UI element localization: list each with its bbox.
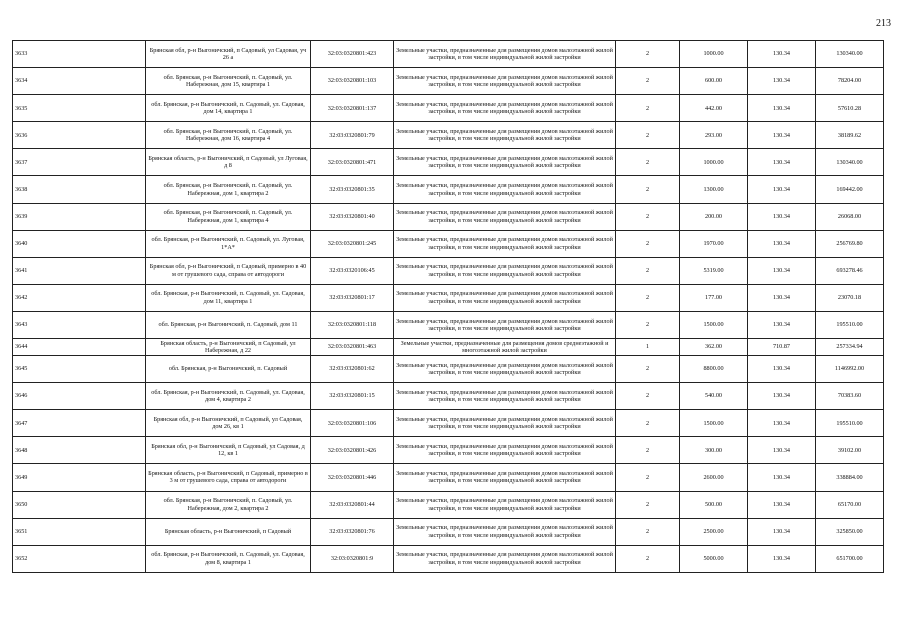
- land-use-description-cell: Земельные участки, предназначенные для размещения домов малоэтажной жилой застройки, в том числе индивидуальной жилой застройки: [394, 68, 616, 95]
- cadastral-number-cell: 32:03:0320801:76: [311, 518, 394, 545]
- cadastral-value-cell: 1146992.00: [816, 356, 884, 383]
- row-number: 3650: [13, 491, 146, 518]
- area-cell: 177.00: [680, 284, 748, 311]
- area-cell: 1000.00: [680, 149, 748, 176]
- table-body: [13, 41, 884, 573]
- group-code-cell: 2: [616, 41, 680, 68]
- land-use-description-cell: Земельные участки, предназначенные для размещения домов малоэтажной жилой застройки, в том числе индивидуальной жилой застройки: [394, 95, 616, 122]
- cadastral-value-cell: 651700.00: [816, 545, 884, 572]
- table-row: [13, 518, 884, 545]
- specific-value-cell: 130.34: [748, 518, 816, 545]
- cadastral-number-cell: 32:03:0320801:9: [311, 545, 394, 572]
- table-row: [13, 257, 884, 284]
- address-cell: обл. Брянская, р-н Выгоничский, п. Садовый, ул. Луговая, 1*А*: [146, 230, 311, 257]
- row-number: 3643: [13, 311, 146, 338]
- area-cell: 500.00: [680, 491, 748, 518]
- group-code-cell: 2: [616, 176, 680, 203]
- specific-value-cell: 130.34: [748, 122, 816, 149]
- group-code-cell: 2: [616, 464, 680, 491]
- table-row: [13, 203, 884, 230]
- cadastral-number-cell: 32:03:0320801:35: [311, 176, 394, 203]
- area-cell: 540.00: [680, 383, 748, 410]
- address-cell: обл. Брянская, р-н Выгоничский, п. Садовый, ул. Садовая, дом 4, квартира 2: [146, 383, 311, 410]
- address-cell: обл. Брянская, р-н Выгоничский, п. Садовый, ул. Набережная, дом 15, квартира 1: [146, 68, 311, 95]
- address-cell: обл. Брянская, р-н Выгоничский, п. Садовый: [146, 356, 311, 383]
- land-use-description-cell: Земельные участки, предназначенные для размещения домов малоэтажной жилой застройки, в том числе индивидуальной жилой застройки: [394, 176, 616, 203]
- cadastral-number-cell: 32:03:0320801:446: [311, 464, 394, 491]
- cadastral-value-cell: 338884.00: [816, 464, 884, 491]
- table-row: [13, 383, 884, 410]
- cadastral-value-cell: 693278.46: [816, 257, 884, 284]
- cadastral-number-cell: 32:03:0320801:245: [311, 230, 394, 257]
- specific-value-cell: 130.34: [748, 545, 816, 572]
- address-cell: Брянская обл, р-н Выгоничский, п Садовый, примерно в 40 м от грушевого сада, справа от автодороги: [146, 257, 311, 284]
- address-cell: обл. Брянская, р-н Выгоничский, п. Садовый, ул. Садовая, дом 11, квартира 1: [146, 284, 311, 311]
- table-row: [13, 95, 884, 122]
- area-cell: 5000.00: [680, 545, 748, 572]
- table-row: [13, 149, 884, 176]
- cadastral-value-cell: 130340.00: [816, 41, 884, 68]
- address-cell: Брянская обл, р-н Выгоничский, п Садовый, ул Садовая, уч 26 а: [146, 41, 311, 68]
- table-row: [13, 437, 884, 464]
- cadastral-number-cell: 32:03:0320801:118: [311, 311, 394, 338]
- specific-value-cell: 130.34: [748, 410, 816, 437]
- area-cell: 300.00: [680, 437, 748, 464]
- cadastral-number-cell: 32:03:0320801:106: [311, 410, 394, 437]
- row-number: 3635: [13, 95, 146, 122]
- address-cell: обл. Брянская, р-н Выгоничский, п. Садовый, ул. Набережная, дом 2, квартира 2: [146, 491, 311, 518]
- area-cell: 1000.00: [680, 41, 748, 68]
- table-row: [13, 230, 884, 257]
- area-cell: 8800.00: [680, 356, 748, 383]
- table-row: [13, 284, 884, 311]
- land-use-description-cell: Земельные участки, предназначенные для размещения домов малоэтажной жилой застройки, в том числе индивидуальной жилой застройки: [394, 311, 616, 338]
- cadastral-value-cell: 130340.00: [816, 149, 884, 176]
- land-use-description-cell: Земельные участки, предназначенные для размещения домов малоэтажной жилой застройки, в том числе индивидуальной жилой застройки: [394, 149, 616, 176]
- table-row: [13, 545, 884, 572]
- row-number: 3640: [13, 230, 146, 257]
- cadastral-number-cell: 32:03:0320801:423: [311, 41, 394, 68]
- cadastral-number-cell: 32:03:0320106:45: [311, 257, 394, 284]
- address-cell: обл. Брянская, р-н Выгоничский, п. Садовый, ул. Набережная, дом 1, квартира 2: [146, 176, 311, 203]
- table-row: [13, 122, 884, 149]
- group-code-cell: 1: [616, 339, 680, 356]
- specific-value-cell: 130.34: [748, 95, 816, 122]
- group-code-cell: 2: [616, 257, 680, 284]
- land-use-description-cell: Земельные участки, предназначенные для размещения домов малоэтажной жилой застройки, в том числе индивидуальной жилой застройки: [394, 410, 616, 437]
- address-cell: Брянская область, р-н Выгоничский, п Садовый, ул Луговая, д 8: [146, 149, 311, 176]
- area-cell: 442.00: [680, 95, 748, 122]
- address-cell: Брянская обл, р-н Выгоничский, п Садовый, ул Садовая, дом 26, кв 1: [146, 410, 311, 437]
- address-cell: обл. Брянская, р-н Выгоничский, п. Садовый, ул. Садовая, дом 14, квартира 1: [146, 95, 311, 122]
- specific-value-cell: 130.34: [748, 464, 816, 491]
- cadastral-number-cell: 32:03:0320801:62: [311, 356, 394, 383]
- row-number: 3645: [13, 356, 146, 383]
- table-row: [13, 339, 884, 356]
- cadastral-value-cell: 70383.60: [816, 383, 884, 410]
- area-cell: 1970.00: [680, 230, 748, 257]
- specific-value-cell: 130.34: [748, 257, 816, 284]
- area-cell: 1500.00: [680, 311, 748, 338]
- table-row: [13, 491, 884, 518]
- address-cell: обл. Брянская, р-н Выгоничский, п. Садовый, ул. Набережная, дом 16, квартира 4: [146, 122, 311, 149]
- land-use-description-cell: Земельные участки, предназначенные для размещения домов малоэтажной жилой застройки, в том числе индивидуальной жилой застройки: [394, 356, 616, 383]
- land-use-description-cell: Земельные участки, предназначенные для размещения домов малоэтажной жилой застройки, в том числе индивидуальной жилой застройки: [394, 203, 616, 230]
- specific-value-cell: 130.34: [748, 311, 816, 338]
- group-code-cell: 2: [616, 203, 680, 230]
- group-code-cell: 2: [616, 491, 680, 518]
- cadastral-number-cell: 32:03:0320801:137: [311, 95, 394, 122]
- area-cell: 1300.00: [680, 176, 748, 203]
- row-number: 3642: [13, 284, 146, 311]
- cadastral-value-cell: 65170.00: [816, 491, 884, 518]
- address-cell: Брянская область, р-н Выгоничский, п Садовый, примерно в 3 м от грушевого сада, справа от автодороги: [146, 464, 311, 491]
- row-number: 3644: [13, 339, 146, 356]
- specific-value-cell: 130.34: [748, 149, 816, 176]
- row-number: 3634: [13, 68, 146, 95]
- land-use-description-cell: Земельные участки, предназначенные для размещения домов малоэтажной жилой застройки, в том числе индивидуальной жилой застройки: [394, 383, 616, 410]
- specific-value-cell: 130.34: [748, 383, 816, 410]
- specific-value-cell: 130.34: [748, 284, 816, 311]
- specific-value-cell: 130.34: [748, 176, 816, 203]
- group-code-cell: 2: [616, 356, 680, 383]
- specific-value-cell: 130.34: [748, 356, 816, 383]
- row-number: 3633: [13, 41, 146, 68]
- row-number: 3648: [13, 437, 146, 464]
- land-use-description-cell: Земельные участки, предназначенные для размещения домов малоэтажной жилой застройки, в том числе индивидуальной жилой застройки: [394, 437, 616, 464]
- cadastral-number-cell: 32:03:0320801:463: [311, 339, 394, 356]
- area-cell: 362.00: [680, 339, 748, 356]
- cadastral-number-cell: 32:03:0320801:79: [311, 122, 394, 149]
- cadastral-number-cell: 32:03:0320801:103: [311, 68, 394, 95]
- table-row: [13, 410, 884, 437]
- land-use-description-cell: Земельные участки, предназначенные для размещения домов малоэтажной жилой застройки, в том числе индивидуальной жилой застройки: [394, 284, 616, 311]
- group-code-cell: 2: [616, 230, 680, 257]
- cadastral-value-cell: 26068.00: [816, 203, 884, 230]
- area-cell: 2600.00: [680, 464, 748, 491]
- cadastral-value-cell: 57610.28: [816, 95, 884, 122]
- address-cell: обл. Брянская, р-н Выгоничский, п. Садовый, дом 11: [146, 311, 311, 338]
- cadastral-value-cell: 256769.80: [816, 230, 884, 257]
- cadastral-value-cell: 78204.00: [816, 68, 884, 95]
- specific-value-cell: 130.34: [748, 41, 816, 68]
- group-code-cell: 2: [616, 311, 680, 338]
- area-cell: 293.00: [680, 122, 748, 149]
- cadastral-value-cell: 39102.00: [816, 437, 884, 464]
- area-cell: 2500.00: [680, 518, 748, 545]
- page-number: 213: [876, 18, 891, 29]
- group-code-cell: 2: [616, 122, 680, 149]
- address-cell: обл. Брянская, р-н Выгоничский, п. Садовый, ул. Садовая, дом 8, квартира 1: [146, 545, 311, 572]
- table-row: [13, 464, 884, 491]
- specific-value-cell: 130.34: [748, 203, 816, 230]
- cadastral-value-cell: 257334.94: [816, 339, 884, 356]
- group-code-cell: 2: [616, 518, 680, 545]
- address-cell: Брянская область, р-н Выгоничский, п Садовый: [146, 518, 311, 545]
- row-number: 3641: [13, 257, 146, 284]
- land-use-description-cell: Земельные участки, предназначенные для размещения домов малоэтажной жилой застройки, в том числе индивидуальной жилой застройки: [394, 491, 616, 518]
- row-number: 3638: [13, 176, 146, 203]
- land-use-description-cell: Земельные участки, предназначенные для размещения домов малоэтажной жилой застройки, в том числе индивидуальной жилой застройки: [394, 257, 616, 284]
- cadastral-number-cell: 32:03:0320801:15: [311, 383, 394, 410]
- group-code-cell: 2: [616, 149, 680, 176]
- land-use-description-cell: Земельные участки, предназначенные для размещения домов малоэтажной жилой застройки, в том числе индивидуальной жилой застройки: [394, 518, 616, 545]
- specific-value-cell: 130.34: [748, 491, 816, 518]
- address-cell: Брянская область, р-н Выгоничский, п Садовый, ул Набережная, д 22: [146, 339, 311, 356]
- group-code-cell: 2: [616, 383, 680, 410]
- group-code-cell: 2: [616, 410, 680, 437]
- row-number: 3636: [13, 122, 146, 149]
- specific-value-cell: 130.34: [748, 437, 816, 464]
- cadastral-value-cell: 195510.00: [816, 311, 884, 338]
- cadastral-number-cell: 32:03:0320801:426: [311, 437, 394, 464]
- cadastral-value-cell: 195510.00: [816, 410, 884, 437]
- cadastral-number-cell: 32:03:0320801:17: [311, 284, 394, 311]
- cadastral-value-cell: 325850.00: [816, 518, 884, 545]
- land-use-description-cell: Земельные участки, предназначенные для размещения домов малоэтажной жилой застройки, в том числе индивидуальной жилой застройки: [394, 545, 616, 572]
- area-cell: 5319.00: [680, 257, 748, 284]
- address-cell: Брянская обл, р-н Выгоничский, п Садовый, ул Садовая, д 12, кв 1: [146, 437, 311, 464]
- group-code-cell: 2: [616, 68, 680, 95]
- cadastral-number-cell: 32:03:0320801:40: [311, 203, 394, 230]
- table-row: [13, 356, 884, 383]
- table-row: [13, 41, 884, 68]
- table-row: [13, 68, 884, 95]
- specific-value-cell: 130.34: [748, 230, 816, 257]
- cadastral-value-cell: 23070.18: [816, 284, 884, 311]
- land-registry-table: [12, 40, 884, 573]
- table-row: [13, 176, 884, 203]
- row-number: 3652: [13, 545, 146, 572]
- land-use-description-cell: Земельные участки, предназначенные для размещения домов малоэтажной жилой застройки, в том числе индивидуальной жилой застройки: [394, 122, 616, 149]
- group-code-cell: 2: [616, 545, 680, 572]
- area-cell: 600.00: [680, 68, 748, 95]
- cadastral-value-cell: 169442.00: [816, 176, 884, 203]
- row-number: 3639: [13, 203, 146, 230]
- cadastral-number-cell: 32:03:0320801:471: [311, 149, 394, 176]
- row-number: 3651: [13, 518, 146, 545]
- land-use-description-cell: Земельные участки, предназначенные для размещения домов малоэтажной жилой застройки, в том числе индивидуальной жилой застройки: [394, 464, 616, 491]
- area-cell: 1500.00: [680, 410, 748, 437]
- cadastral-value-cell: 38189.62: [816, 122, 884, 149]
- group-code-cell: 2: [616, 95, 680, 122]
- cadastral-number-cell: 32:03:0320801:44: [311, 491, 394, 518]
- group-code-cell: 2: [616, 284, 680, 311]
- specific-value-cell: 710.87: [748, 339, 816, 356]
- address-cell: обл. Брянская, р-н Выгоничский, п. Садовый, ул. Набережная, дом 1, квартира 4: [146, 203, 311, 230]
- specific-value-cell: 130.34: [748, 68, 816, 95]
- table-row: [13, 311, 884, 338]
- group-code-cell: 2: [616, 437, 680, 464]
- row-number: 3647: [13, 410, 146, 437]
- row-number: 3637: [13, 149, 146, 176]
- land-use-description-cell: Земельные участки, предназначенные для размещения домов среднеэтажной и многоэтажной жилой застройки: [394, 339, 616, 356]
- row-number: 3649: [13, 464, 146, 491]
- land-use-description-cell: Земельные участки, предназначенные для размещения домов малоэтажной жилой застройки, в том числе индивидуальной жилой застройки: [394, 41, 616, 68]
- land-use-description-cell: Земельные участки, предназначенные для размещения домов малоэтажной жилой застройки, в том числе индивидуальной жилой застройки: [394, 230, 616, 257]
- row-number: 3646: [13, 383, 146, 410]
- area-cell: 200.00: [680, 203, 748, 230]
